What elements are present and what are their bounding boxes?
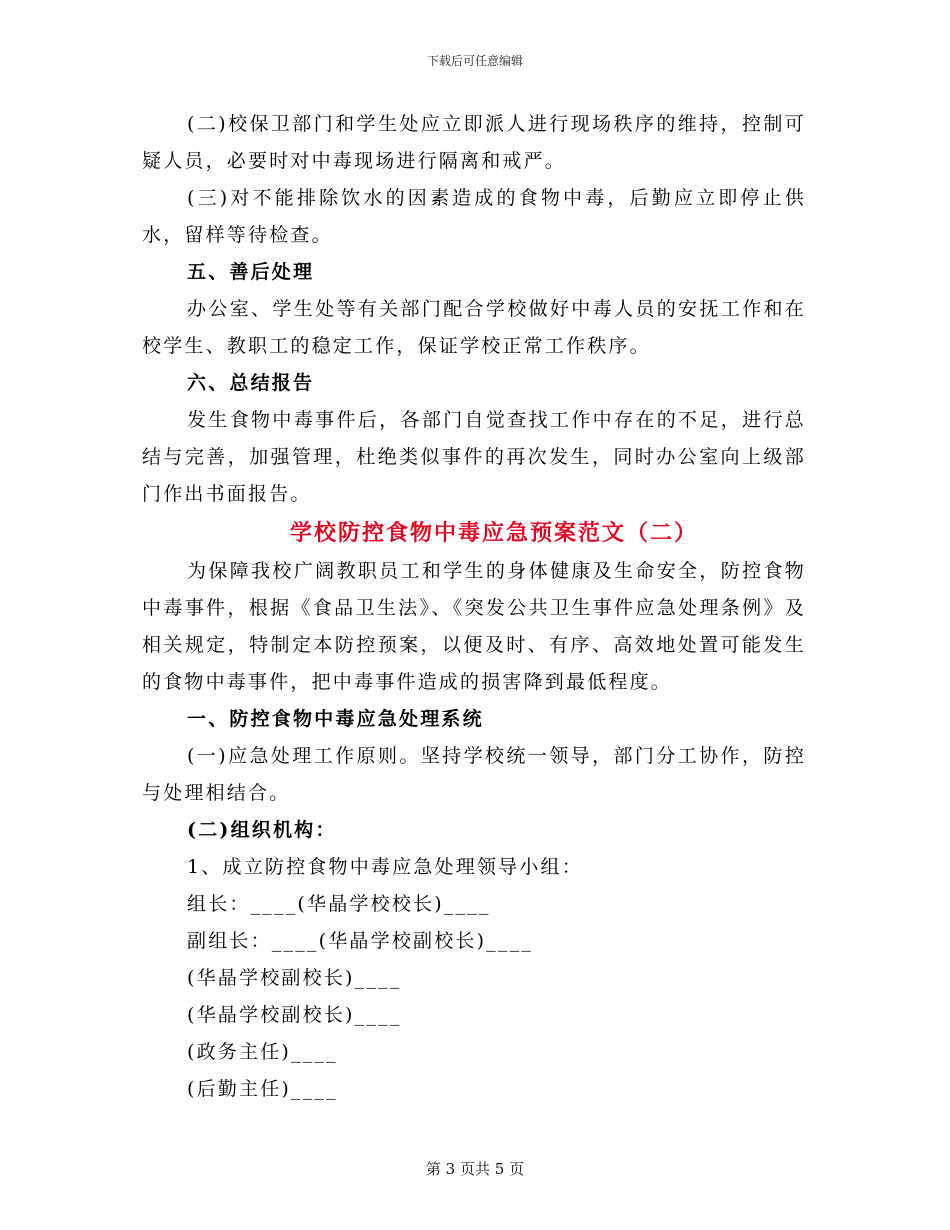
paragraph: 1、成立防控食物中毒应急处理领导小组： bbox=[187, 856, 583, 878]
paragraph: (二)校保卫部门和学生处应立即派人进行现场秩序的维持，控制可疑人员，必要时对中毒现场进行隔离和戒严。 bbox=[142, 113, 806, 172]
paragraph: (一)应急处理工作原则。坚持学校统一领导，部门分工协作，防控与处理相结合。 bbox=[142, 745, 806, 804]
section-heading: 五、善后处理 bbox=[187, 261, 315, 283]
list-item: 组长：____(华晶学校校长)____ bbox=[187, 893, 491, 915]
list-item: (华晶学校副校长)____ bbox=[187, 967, 402, 989]
section-heading: 六、总结报告 bbox=[187, 372, 315, 394]
paragraph: (三)对不能排除饮水的因素造成的食物中毒，后勤应立即停止供水，留样等待检查。 bbox=[142, 187, 806, 246]
document-title: 学校防控食物中毒应急预案范文（二） bbox=[289, 520, 698, 546]
list-item: (政务主任)____ bbox=[187, 1041, 338, 1063]
document-body bbox=[142, 106, 806, 1108]
subsection-heading: (二)组织机构： bbox=[187, 819, 337, 841]
paragraph: 办公室、学生处等有关部门配合学校做好中毒人员的安抚工作和在校学生、教职工的稳定工作，保证学校正常工作秩序。 bbox=[142, 298, 806, 357]
paragraph: 为保障我校广阔教职员工和学生的身体健康及生命安全，防控食物中毒事件，根据《食品卫生法》、《突发公共卫生事件应急处理条例》及相关规定，特制定本防控预案，以便及时、有序、高效地处置可能发生的食物中毒事件，把中毒事件造成的损害降到最低程度。 bbox=[142, 560, 806, 693]
list-item: (后勤主任)____ bbox=[187, 1078, 338, 1100]
list-item: (华晶学校副校长)____ bbox=[187, 1004, 402, 1026]
list-item: 副组长：____(华晶学校副校长)____ bbox=[187, 930, 534, 952]
page-footer: 第 3 页共 5 页 bbox=[425, 1160, 525, 1178]
paragraph: 发生食物中毒事件后，各部门自觉查找工作中存在的不足，进行总结与完善，加强管理，杜绝类似事件的再次发生，同时办公室向上级部门作出书面报告。 bbox=[142, 409, 806, 505]
page-header: 下载后可任意编辑 bbox=[426, 54, 523, 68]
section-heading: 一、防控食物中毒应急处理系统 bbox=[187, 708, 484, 730]
